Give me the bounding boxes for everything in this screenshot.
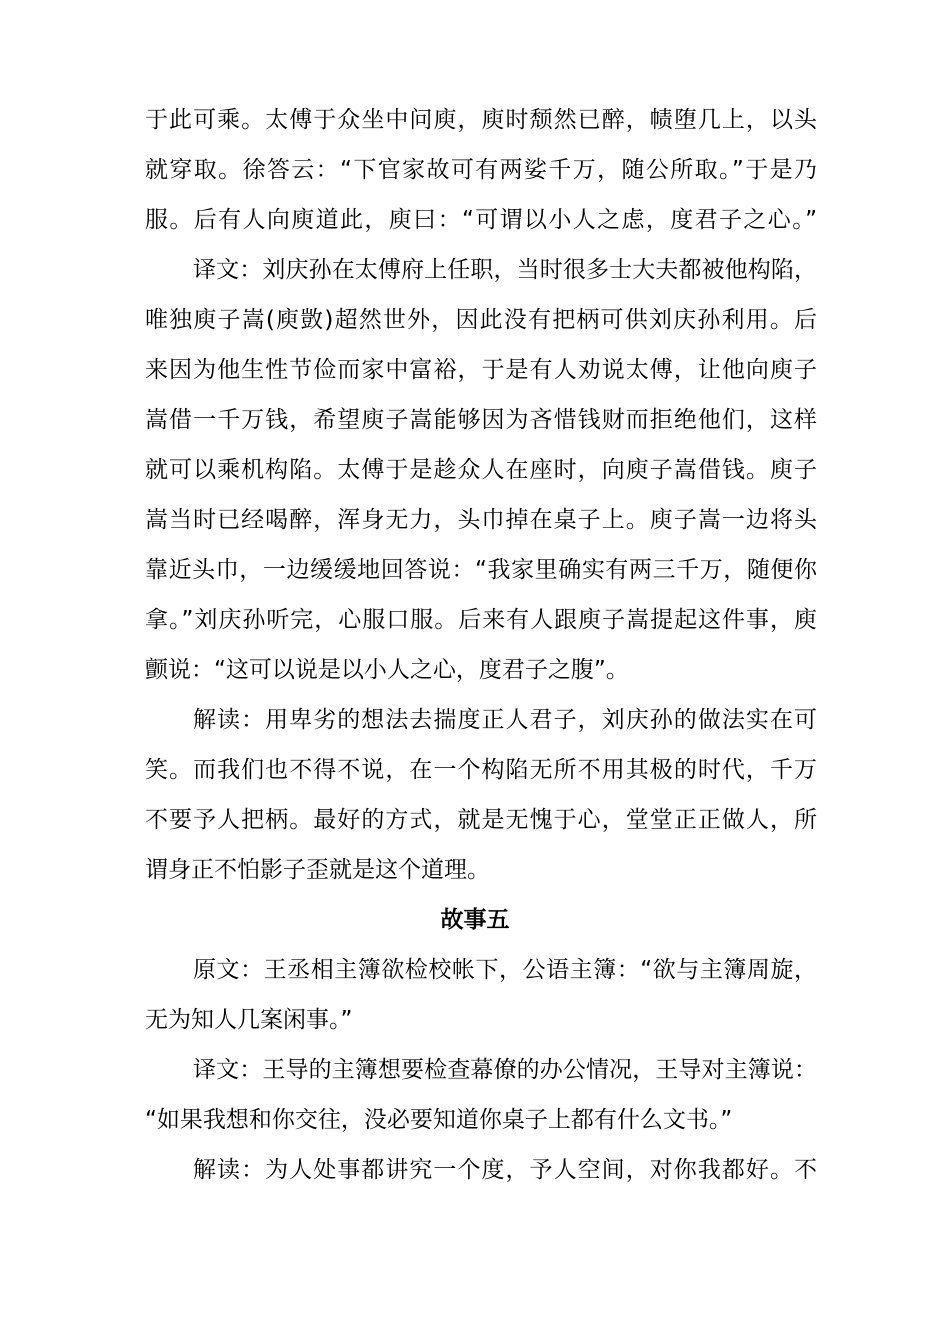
commentary-paragraph-start: 解读：用卑劣的想法去揣度正人君子，刘庆孙的做法实在可 [193,707,817,733]
text-line: 不要予人把柄。最好的方式，就是无愧于心，堂堂正正做人，所 [145,807,817,833]
text-line: “如果我想和你交往，没必要知道你桌子上都有什么文书。” [145,1107,733,1133]
translation-paragraph-start: 译文：王导的主簿想要检查幕僚的办公情况，王导对主簿说： [193,1057,817,1083]
text-line: 来因为他生性节俭而家中富裕，于是有人劝说太傅，让他向庾子 [145,357,817,383]
text-line: 笑。而我们也不得不说，在一个构陷无所不用其极的时代，千万 [145,757,817,783]
text-line: 就可以乘机构陷。太傅于是趁众人在座时，向庾子嵩借钱。庾子 [145,457,817,483]
section-heading: 故事五 [440,907,510,933]
original-paragraph-start: 原文：王丞相主簿欲检校帐下，公语主簿：“欲与主簿周旋， [193,957,817,983]
text-line: 就穿取。徐答云：“下官家故可有两娑千万，随公所取。”于是乃 [145,157,817,183]
text-line: 谓身正不怕影子歪就是这个道理。 [145,857,490,883]
text-line: 嵩当时已经喝醉，浑身无力，头巾掉在桌子上。庾子嵩一边将头 [145,507,817,533]
translation-paragraph-start: 译文：刘庆孙在太傅府上任职，当时很多士大夫都被他构陷， [193,257,817,283]
text-line: 颤说：“这可以说是以小人之心，度君子之腹”。 [145,657,629,683]
text-line: 拿。”刘庆孙听完，心服口服。后来有人跟庾子嵩提起这件事，庾 [145,607,817,633]
text-line: 唯独庾子嵩(庾敳)超然世外，因此没有把柄可供刘庆孙利用。后 [145,307,817,333]
text-line: 靠近头巾，一边缓缓地回答说：“我家里确实有两三千万，随便你 [145,557,817,583]
text-line: 服。后有人向庾道此，庾曰：“可谓以小人之虑，度君子之心。” [145,207,817,233]
text-line: 于此可乘。太傅于众坐中问庾，庾时颓然已醉，帻堕几上，以头 [145,107,817,133]
commentary-paragraph-start: 解读：为人处事都讲究一个度，予人空间，对你我都好。不 [193,1157,817,1183]
text-line: 嵩借一千万钱，希望庾子嵩能够因为吝惜钱财而拒绝他们，这样 [145,407,817,433]
text-line: 无为知人几案闲事。” [145,1007,353,1033]
